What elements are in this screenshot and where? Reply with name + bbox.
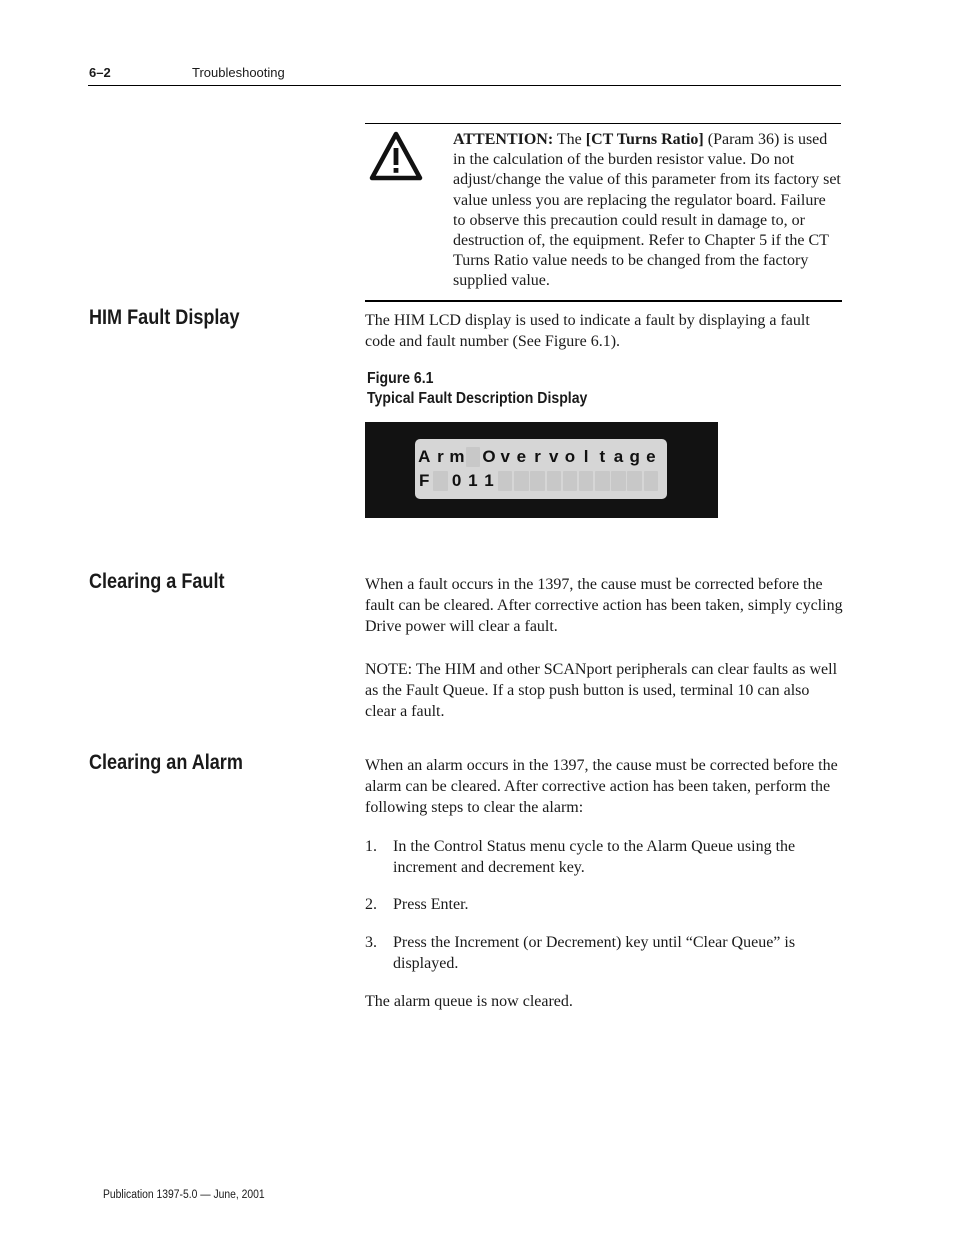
lcd-character-cell: O [482, 447, 496, 466]
lcd-character-cell: v [549, 447, 559, 466]
lcd-character-cell [530, 471, 545, 491]
step-number: 3. [365, 934, 377, 951]
lcd-character-cell: g [629, 447, 640, 466]
attention-text-part-1: The [553, 131, 586, 148]
step-text: Press the Increment (or Decrement) key until “Clear Queue” is displayed. [393, 934, 796, 972]
lcd-character-cell: v [500, 447, 510, 466]
lcd-character-cell: r [534, 447, 541, 466]
clearing-fault-paragraph-1: When a fault occurs in the 1397, the cause must be corrected before the fault can be cleared. After corrective action has been taken, simply cycling Drive power will clear a fault. [365, 576, 843, 635]
attention-text-part-2: (Param 36) is used in the calculation of the burden resistor value. Do not adjust/change the value of this parameter from its factory set value unless you are replacing the regulator board. Failure to observe this precaution could result in damage to, or destruction of, the equipment. Refer to Chapter 5 if the CT Turns Ratio value needs to be changed from the factory supplied value. [453, 131, 841, 290]
lcd-character-cell [579, 471, 594, 491]
lcd-character-cell: m [449, 447, 465, 466]
page-number: 6–2 [89, 65, 111, 80]
lcd-character-cell: 0 [451, 471, 462, 490]
lcd-character-cell: e [646, 447, 656, 466]
warning-triangle-icon [369, 131, 423, 181]
lcd-character-cell: F [419, 471, 430, 490]
lcd-character-cell [563, 471, 578, 491]
step-number: 1. [365, 838, 377, 855]
clearing-fault-note: NOTE: The HIM and other SCANport peripherals can clear faults as well as the Fault Queue. If a stop push button is used, terminal 10 can also clear a fault. [365, 661, 838, 720]
figure-title: Typical Fault Description Display [367, 390, 588, 407]
step-number: 2. [365, 896, 377, 913]
attention-rule-top [365, 123, 841, 124]
lcd-character-cell [644, 471, 659, 491]
lcd-character-cell: o [564, 447, 576, 466]
publication-footer: Publication 1397-5.0 — June, 2001 [103, 1189, 265, 1201]
header-rule [88, 85, 841, 86]
him-fault-display-heading: HIM Fault Display [89, 306, 240, 329]
step-text: In the Control Status menu cycle to the Alarm Queue using the increment and decrement key. [393, 838, 796, 876]
lcd-character-cell: A [418, 447, 431, 466]
lcd-character-cell: t [599, 447, 606, 466]
lcd-line-1 [417, 447, 660, 467]
lcd-character-cell [547, 471, 562, 491]
clearing-alarm-conclusion: The alarm queue is now cleared. [365, 993, 573, 1010]
attention-label: ATTENTION: [453, 131, 554, 148]
lcd-character-cell [627, 471, 642, 491]
lcd-character-cell: a [613, 447, 624, 466]
lcd-display-figure [365, 422, 718, 518]
him-fault-display-body: The HIM LCD display is used to indicate a fault by displaying a fault code and fault number (See Figure 6.1). [365, 312, 810, 350]
clearing-fault-heading: Clearing a Fault [89, 570, 225, 593]
clearing-alarm-heading: Clearing an Alarm [89, 751, 243, 774]
lcd-character-cell: 1 [484, 471, 494, 490]
attention-text [453, 130, 841, 292]
step-text: Press Enter. [393, 896, 469, 913]
lcd-character-cell [514, 471, 529, 491]
lcd-character-cell [466, 447, 481, 467]
lcd-line-2 [417, 471, 660, 491]
lcd-character-cell [498, 471, 513, 491]
clearing-alarm-intro: When an alarm occurs in the 1397, the cause must be corrected before the alarm can be cleared. After corrective action has been taken, perform the following steps to clear the alarm: [365, 757, 838, 816]
lcd-character-cell [595, 471, 610, 491]
attention-rule-bottom [365, 300, 842, 302]
lcd-character-cell: r [437, 447, 444, 466]
figure-number: Figure 6.1 [367, 370, 434, 387]
lcd-screen [415, 439, 667, 499]
lcd-character-cell: l [583, 447, 589, 466]
section-title: Troubleshooting [192, 65, 285, 80]
lcd-character-cell [433, 471, 448, 491]
lcd-character-cell: 1 [468, 471, 478, 490]
lcd-character-cell [611, 471, 626, 491]
lcd-character-cell: e [516, 447, 527, 466]
attention-param-name: [CT Turns Ratio] [585, 131, 704, 148]
